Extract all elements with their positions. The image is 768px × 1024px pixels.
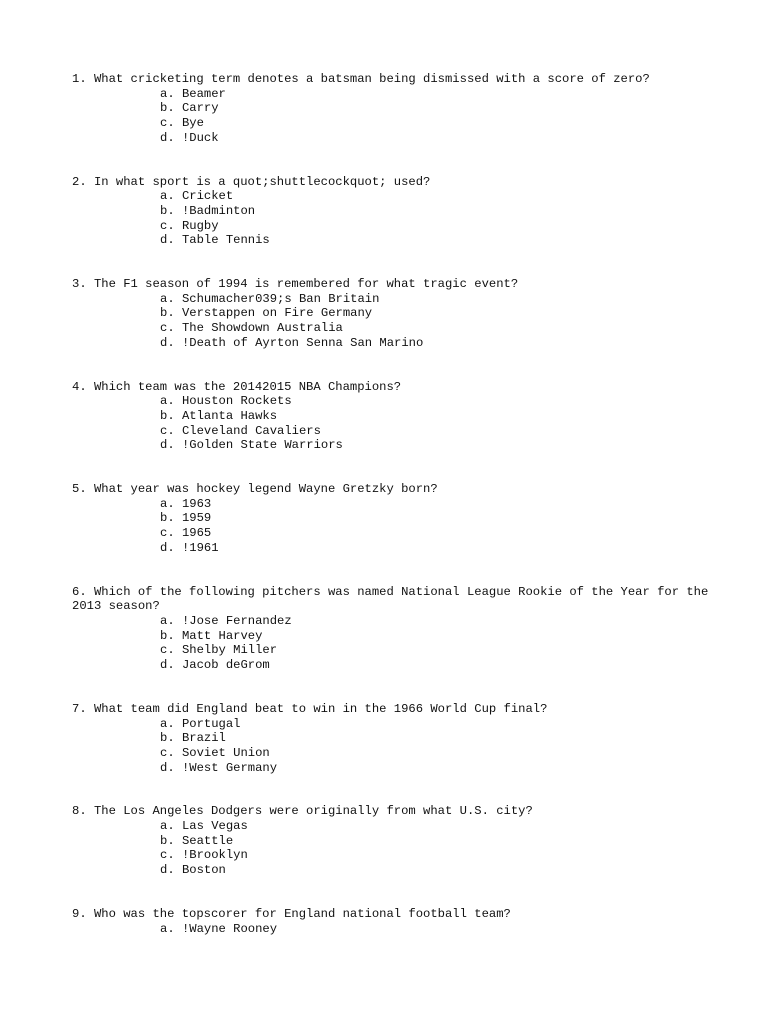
- answer-option: d. Table Tennis: [160, 233, 270, 248]
- question-text: 6. Which of the following pitchers was named National League Rookie of the Year for the 2013 season?: [72, 584, 716, 614]
- answer-option: b. Brazil: [160, 731, 226, 746]
- question-block: [72, 175, 712, 249]
- answer-options: [72, 922, 712, 937]
- question-text: 5. What year was hockey legend Wayne Gretzky born?: [72, 482, 438, 497]
- answer-option: c. Cleveland Cavaliers: [160, 423, 321, 438]
- question-text: 2. In what sport is a quot;shuttlecockquot; used?: [72, 174, 431, 189]
- answer-option: c. Soviet Union: [160, 745, 270, 760]
- answer-option: a. Las Vegas: [160, 819, 248, 834]
- answer-options: [72, 394, 712, 453]
- answer-option: c. Bye: [160, 116, 204, 131]
- answer-option: b. Verstappen on Fire Germany: [160, 306, 373, 321]
- answer-option: a. !Wayne Rooney: [160, 921, 278, 936]
- question-text: 4. Which team was the 20142015 NBA Champions?: [72, 379, 402, 394]
- answer-options: [72, 87, 712, 146]
- question-block: [72, 380, 712, 454]
- answer-option: d. !Golden State Warriors: [160, 438, 343, 453]
- question-text: 9. Who was the topscorer for England national football team?: [72, 906, 511, 921]
- answer-option: b. 1959: [160, 511, 212, 526]
- question-text: 7. What team did England beat to win in the 1966 World Cup final?: [72, 701, 548, 716]
- question-text: 8. The Los Angeles Dodgers were originally from what U.S. city?: [72, 804, 533, 819]
- answer-option: b. Seattle: [160, 833, 234, 848]
- answer-option: d. !West Germany: [160, 760, 278, 775]
- answer-options: [72, 819, 712, 878]
- answer-option: a. Portugal: [160, 716, 241, 731]
- question-block: [72, 277, 712, 351]
- answer-option: d. !Duck: [160, 130, 219, 145]
- answer-options: [72, 717, 712, 776]
- answer-option: d. Jacob deGrom: [160, 658, 270, 673]
- answer-option: c. Rugby: [160, 218, 219, 233]
- answer-option: a. Schumacher039;s Ban Britain: [160, 291, 380, 306]
- question-block: [72, 482, 712, 556]
- answer-option: d. !1961: [160, 540, 219, 555]
- answer-option: b. Carry: [160, 101, 219, 116]
- answer-option: c. Shelby Miller: [160, 643, 278, 658]
- answer-options: [72, 614, 712, 673]
- answer-option: a. Houston Rockets: [160, 394, 292, 409]
- answer-option: b. !Badminton: [160, 203, 256, 218]
- answer-option: d. Boston: [160, 863, 226, 878]
- answer-options: [72, 189, 712, 248]
- question-block: [72, 804, 712, 878]
- answer-option: c. The Showdown Australia: [160, 321, 343, 336]
- question-block: [72, 702, 712, 776]
- answer-option: b. Matt Harvey: [160, 628, 263, 643]
- question-block: [72, 907, 712, 936]
- answer-option: a. Cricket: [160, 189, 234, 204]
- answer-option: d. !Death of Ayrton Senna San Marino: [160, 335, 424, 350]
- answer-option: a. Beamer: [160, 86, 226, 101]
- answer-options: [72, 497, 712, 556]
- answer-options: [72, 292, 712, 351]
- quiz-document: [72, 72, 716, 965]
- answer-option: b. Atlanta Hawks: [160, 408, 278, 423]
- answer-option: a. !Jose Fernandez: [160, 613, 292, 628]
- answer-option: c. 1965: [160, 526, 212, 541]
- answer-option: c. !Brooklyn: [160, 848, 248, 863]
- question-text: 3. The F1 season of 1994 is remembered for what tragic event?: [72, 277, 519, 292]
- question-block: [72, 584, 716, 673]
- question-block: [72, 72, 712, 146]
- question-text: 1. What cricketing term denotes a batsman being dismissed with a score of zero?: [72, 72, 650, 86]
- answer-option: a. 1963: [160, 496, 212, 511]
